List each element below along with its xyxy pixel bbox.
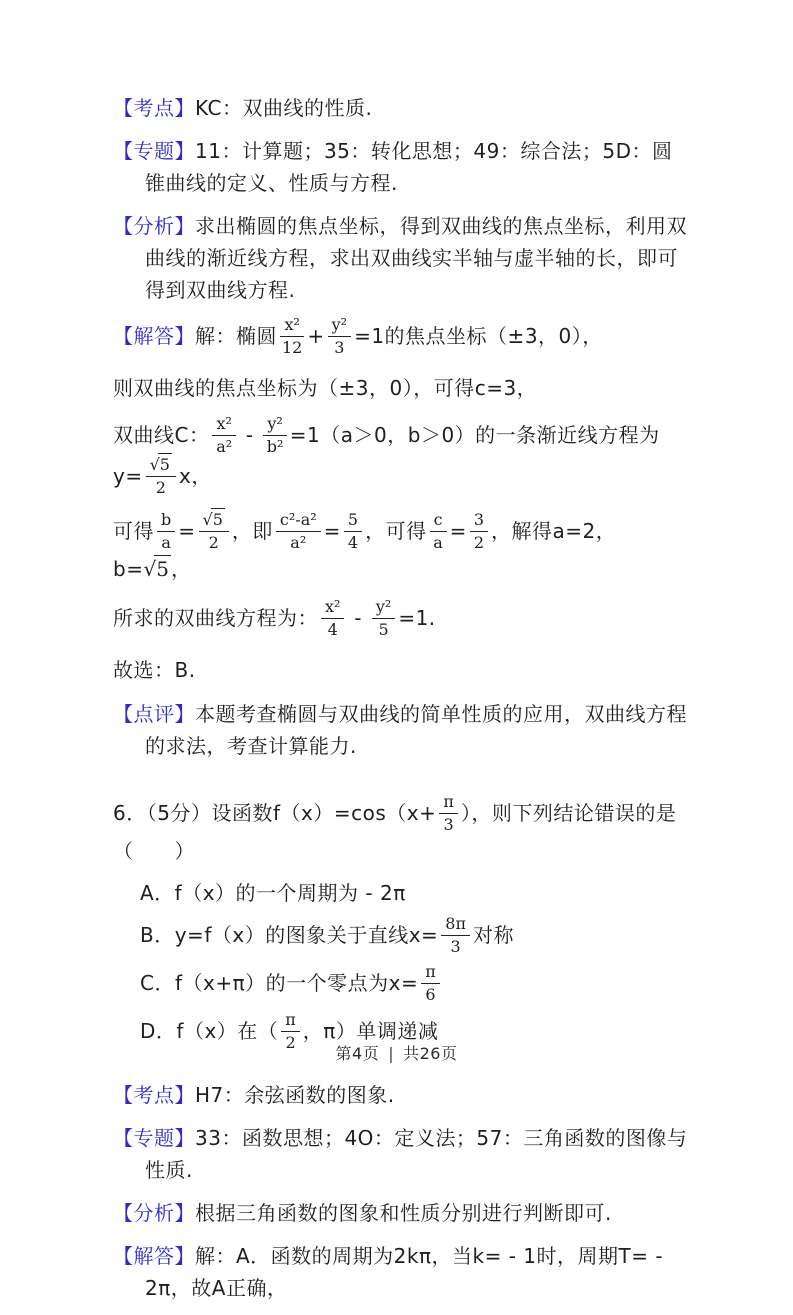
text-run: D．f（x）在（ xyxy=(140,1019,279,1043)
solution-content xyxy=(113,92,689,1315)
fraction xyxy=(321,597,344,638)
fraction-numerator: x² xyxy=(321,597,344,619)
section-label: 【考点】 xyxy=(113,1083,195,1107)
section-label: 【专题】 xyxy=(113,139,195,163)
text-run: 33：函数思想；4O：定义法；57：三角函数的图像与性质. xyxy=(145,1126,688,1182)
fraction-denominator: a² xyxy=(290,533,307,552)
topic-line-1 xyxy=(113,135,689,199)
fraction-numerator: π xyxy=(439,792,458,814)
fraction xyxy=(344,510,362,551)
text-run: 解：椭圆 xyxy=(195,324,277,348)
text-run: - xyxy=(347,606,369,630)
hyperbola-equation-line xyxy=(113,416,689,498)
fraction-denominator: 2 xyxy=(473,533,485,552)
text-run: 11：计算题；35：转化思想；49：综合法；5D：圆锥曲线的定义、性质与方程. xyxy=(145,139,673,195)
option-a xyxy=(140,877,689,909)
section-label: 【专题】 xyxy=(113,1126,195,1150)
section-label: 【考点】 xyxy=(113,96,195,120)
text-run: ，可得 xyxy=(365,519,427,543)
fraction-denominator: b² xyxy=(266,437,284,456)
text-run: H7：余弦函数的图象. xyxy=(195,1083,395,1107)
fraction-numerator: 3 xyxy=(470,510,488,532)
result-equation-line xyxy=(113,599,689,640)
fraction xyxy=(280,315,304,356)
fraction-denominator: 6 xyxy=(425,985,436,1004)
text-run: = xyxy=(323,519,341,543)
section-label: 【分析】 xyxy=(113,1201,195,1225)
sqrt-expression xyxy=(143,557,170,581)
footer-separator: | xyxy=(388,1044,395,1063)
text-run: 则双曲线的焦点坐标为（±3，0），可得c=3， xyxy=(113,376,538,400)
fraction-numerator: 5 xyxy=(344,510,362,532)
fraction-denominator: 12 xyxy=(282,338,303,357)
fraction-denominator: 3 xyxy=(450,937,461,956)
fraction xyxy=(212,414,235,455)
radical-icon: √ xyxy=(143,557,157,581)
text-run: ，即 xyxy=(231,519,273,543)
text-run: =1（a＞0，b＞0）的一条渐近线方程为y= xyxy=(113,423,660,488)
fraction xyxy=(276,510,321,551)
sqrt-expression xyxy=(150,455,172,474)
fraction-denominator: 3 xyxy=(443,815,454,834)
key-point-line-1 xyxy=(113,92,689,124)
option-b xyxy=(140,916,689,957)
fraction-numerator: c²-a² xyxy=(276,510,321,532)
analysis-line-1 xyxy=(113,210,689,306)
fraction-numerator: y² xyxy=(328,315,351,337)
text-run: A．f（x）的一个周期为 - 2π xyxy=(140,881,406,905)
fraction-denominator: a xyxy=(433,533,443,552)
radicand: 5 xyxy=(159,455,170,474)
page-number: 第4页 xyxy=(335,1044,380,1063)
solve-ab-line xyxy=(113,512,689,585)
text-run: ，π）单调递减 xyxy=(302,1019,439,1043)
fraction-denominator: 4 xyxy=(327,620,338,639)
comment-line-1 xyxy=(113,698,689,762)
text-run: 双曲线C： xyxy=(113,423,210,447)
text-run: = xyxy=(178,519,196,543)
fraction-numerator: π xyxy=(281,1010,300,1032)
text-run: C．f（x+π）的一个零点为x= xyxy=(140,971,419,995)
text-run: - xyxy=(238,423,261,447)
fraction-denominator: 2 xyxy=(285,1033,296,1052)
fraction-denominator: 2 xyxy=(208,533,219,552)
fraction xyxy=(441,914,470,955)
key-point-line-2 xyxy=(113,1079,689,1111)
text-run: ， xyxy=(170,557,192,581)
text-run: 本题考查椭圆与双曲线的简单性质的应用，双曲线方程的求法，考查计算能力. xyxy=(145,702,687,758)
text-run: 6．（5分）设函数f（x）=cos（x+ xyxy=(113,801,437,825)
text-run: ，解得a=2，b= xyxy=(113,519,617,581)
focus-coords-line xyxy=(113,372,689,404)
fraction xyxy=(421,962,440,1003)
fraction-numerator: x² xyxy=(280,315,304,337)
text-run: =1. xyxy=(398,606,436,630)
fraction-numerator: c xyxy=(430,510,447,532)
text-run: 对称 xyxy=(473,923,514,947)
fraction xyxy=(157,510,175,551)
fraction-numerator: y² xyxy=(372,597,395,619)
fraction xyxy=(146,455,176,496)
section-label: 【点评】 xyxy=(113,702,195,726)
answer-line-1 xyxy=(113,317,689,358)
sqrt-expression xyxy=(203,510,225,529)
fraction xyxy=(263,414,286,455)
fraction xyxy=(372,597,395,638)
page-footer xyxy=(0,1041,793,1064)
fraction-denominator: 2 xyxy=(155,478,166,497)
question-6 xyxy=(113,794,689,867)
text-run: KC：双曲线的性质. xyxy=(195,96,373,120)
section-label: 【分析】 xyxy=(113,214,195,238)
fraction xyxy=(199,510,229,551)
topic-line-2 xyxy=(113,1122,689,1186)
fraction-numerator: π xyxy=(421,962,440,984)
answer-choice-line xyxy=(113,654,689,686)
option-c xyxy=(140,964,689,1005)
text-run: 求出椭圆的焦点坐标，得到双曲线的焦点坐标，利用双曲线的渐近线方程，求出双曲线实半轴与虚半轴的长，即可得到双曲线方程. xyxy=(145,214,687,302)
fraction-denominator: a² xyxy=(216,437,233,456)
fraction-numerator: b xyxy=(157,510,175,532)
section-label: 【解答】 xyxy=(113,1244,195,1268)
radicand: 5 xyxy=(156,557,169,581)
analysis-line-2 xyxy=(113,1197,689,1229)
radicand: 5 xyxy=(212,510,223,529)
radical-icon: √ xyxy=(202,510,213,529)
fraction xyxy=(470,510,488,551)
fraction xyxy=(430,510,447,551)
radical-icon: √ xyxy=(149,455,160,474)
fraction-denominator: 4 xyxy=(347,533,359,552)
fraction-numerator: x² xyxy=(212,414,235,436)
fraction xyxy=(328,315,351,356)
fraction-denominator: 3 xyxy=(334,338,345,357)
page-count: 共26页 xyxy=(403,1044,458,1063)
text-run: x， xyxy=(178,464,212,488)
text-run: =1的焦点坐标（±3，0）， xyxy=(354,324,603,348)
text-run: + xyxy=(307,324,325,348)
fraction-numerator xyxy=(146,455,176,477)
text-run: B．y=f（x）的图象关于直线x= xyxy=(140,923,439,947)
text-run: 可得 xyxy=(113,519,154,543)
text-run: 解：A．函数的周期为2kπ，当k= - 1时，周期T= - 2π，故A正确， xyxy=(145,1244,664,1300)
text-run: 故选：B. xyxy=(113,658,196,682)
text-run: ），则下列结论错误的是（ ） xyxy=(113,801,677,863)
fraction-numerator xyxy=(199,510,229,532)
answer-line-2 xyxy=(113,1240,689,1304)
fraction-denominator: a xyxy=(161,533,171,552)
section-label: 【解答】 xyxy=(113,324,195,348)
fraction xyxy=(439,792,458,833)
fraction-denominator: 5 xyxy=(378,620,389,639)
fraction-numerator: 8π xyxy=(441,914,470,936)
text-run: = xyxy=(449,519,467,543)
fraction-numerator: y² xyxy=(263,414,286,436)
text-run: 根据三角函数的图象和性质分别进行判断即可. xyxy=(195,1201,612,1225)
text-run: 所求的双曲线方程为： xyxy=(113,606,318,630)
